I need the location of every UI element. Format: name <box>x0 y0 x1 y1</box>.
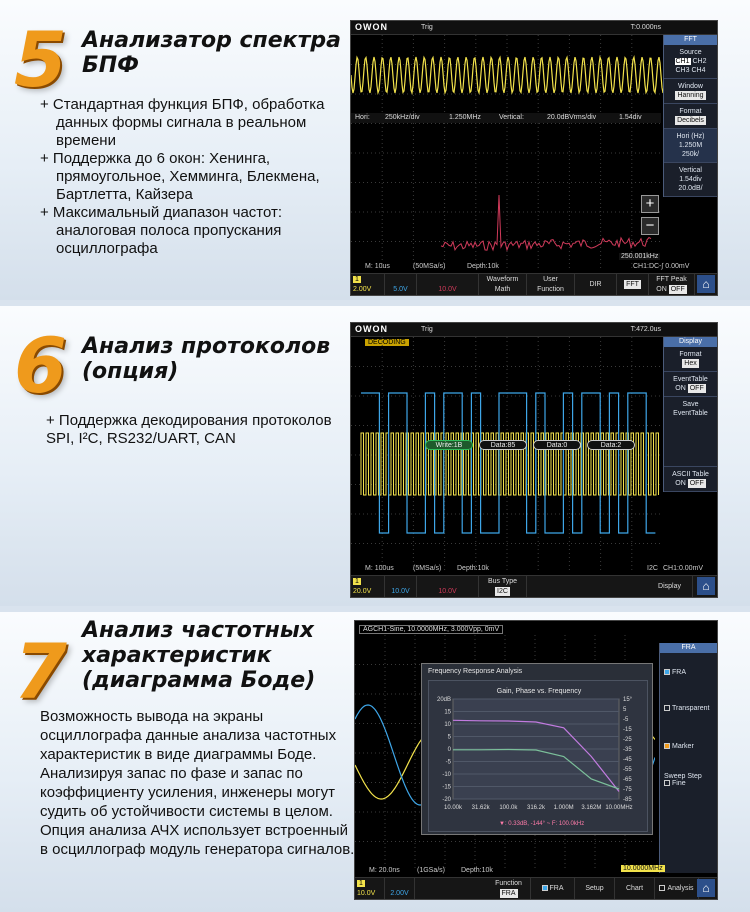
y2-tick-label: -65 <box>623 777 632 783</box>
y-tick-label: 5 <box>447 734 451 741</box>
generator-header: AGCH1-Sine, 10.0000MHz, 3.000Vpp, 0mV <box>359 625 503 634</box>
fra-toggle[interactable]: FRA <box>664 669 686 676</box>
oscilloscope-screen-fra <box>354 620 718 900</box>
peak-readout: 250.001kHz <box>621 253 659 260</box>
decode-frame: Data:85 <box>479 440 527 450</box>
home-icon[interactable]: ⌂ <box>697 275 715 293</box>
y-tick-label: 15 <box>444 709 451 716</box>
x-tick-label: 100.0k <box>499 805 518 811</box>
bullet: + Стандартная функция БПФ, обработка данных формы сигнала в реальном времени <box>40 96 325 149</box>
y2-tick-label: -35 <box>623 747 632 753</box>
section-fft <box>0 0 750 300</box>
analysis-button[interactable]: Analysis <box>655 878 699 900</box>
trig-label: Trig <box>421 24 433 31</box>
x-tick-label: 31.62k <box>471 805 490 811</box>
y-tick-label: 10 <box>444 722 451 728</box>
ch2-scale[interactable]: 5.0V <box>385 274 417 296</box>
ch2-scale[interactable]: 10.0V <box>385 576 417 598</box>
x-tick-label: 3.162M <box>581 805 602 811</box>
status-line: M: 10us (50MSa/s) Depth:10k CH1:DC-∫ 0.00mV <box>365 263 690 270</box>
y-tick-label: 20dB <box>436 697 451 703</box>
y2-tick-label: -75 <box>623 787 632 793</box>
y2-tick-label: 5 <box>623 707 627 713</box>
bottom-softkey-bar <box>351 273 717 295</box>
decode-frame: Write:1B <box>425 440 473 450</box>
hori-option[interactable]: Hori (Hz) 1.250M 250k/ <box>664 129 717 163</box>
status-line: M: 20.0ns (1GSa/s) Depth:10k <box>369 867 493 874</box>
waveform-math-button[interactable]: Waveform Math <box>479 274 527 296</box>
brand-logo: OWON <box>355 324 388 334</box>
bullet-list <box>40 96 350 258</box>
bottom-softkey-bar <box>355 877 717 899</box>
ch3-scale[interactable]: 10.0V <box>417 274 479 296</box>
y-tick-label: -10 <box>442 772 451 778</box>
section-title: Анализатор спектра БПФ <box>82 28 341 78</box>
decode-frame: Data:2 <box>587 440 635 450</box>
bode-plot <box>428 680 648 832</box>
time-readout: T:0.000ns <box>630 24 661 31</box>
ch1-scale[interactable]: 1 20.0V <box>351 576 385 598</box>
x-tick-label: 10.00MHz <box>605 805 633 811</box>
y2-tick-label: -85 <box>623 797 632 803</box>
y2-tick-label: -15 <box>623 727 632 733</box>
fft-info-bar: Hori: 250kHz/div 1.250MHz Vertical: 20.0dBVrms/div 1.54div <box>351 113 661 123</box>
y2-tick-label: -55 <box>623 767 632 773</box>
bottom-softkey-bar <box>351 575 717 597</box>
top-status-bar <box>351 323 717 337</box>
y-tick-label: -15 <box>442 784 451 791</box>
bode-chart <box>429 681 649 833</box>
dialog-title: Frequency Response Analysis <box>428 668 523 675</box>
section-text: + Поддержка декодирования протоколов SPI, I²C, RS232/UART, CAN <box>46 412 332 447</box>
bullet: + Поддержка до 6 окон: Хенинга, прямоугольное, Хемминга, Блекмена, Бартлетта, Кайзера <box>40 150 320 203</box>
y-tick-label: -5 <box>445 759 451 766</box>
time-readout: T:472.0us <box>630 326 661 333</box>
home-icon[interactable]: ⌂ <box>697 879 715 897</box>
x-tick-label: 316.2k <box>526 805 546 811</box>
menu-title: FRA <box>660 643 717 653</box>
fft-button[interactable]: FFT <box>617 274 649 296</box>
window-option[interactable]: Window Hanning <box>664 79 717 104</box>
frequency-readout: 10.0000MHz <box>623 865 663 872</box>
format-option[interactable]: Format Decibels <box>664 104 717 129</box>
section-title: Анализ частотных характеристик (диаграмма Боде) <box>82 618 316 693</box>
bus-type-button[interactable]: Bus Type I2C <box>479 576 527 598</box>
fra-button[interactable]: FRA <box>531 878 575 900</box>
function-button[interactable]: Function FRA <box>487 878 531 900</box>
y2-tick-label: -25 <box>623 737 632 743</box>
chart-button[interactable]: Chart <box>615 878 655 900</box>
oscilloscope-screen-fft <box>350 20 718 296</box>
vertical-option[interactable]: Vertical 1.54div 20.0dB/ <box>664 163 717 197</box>
ch1-scale[interactable]: 1 2.00V <box>351 274 385 296</box>
transparent-toggle[interactable]: Transparent <box>664 705 709 712</box>
y-tick-label: -20 <box>442 797 451 803</box>
event-table-option[interactable]: EventTable ON OFF <box>664 372 717 397</box>
menu-title: Display <box>664 337 717 347</box>
section-protocol <box>0 306 750 606</box>
section-title: Анализ протоколов (опция) <box>82 334 331 384</box>
marker-toggle[interactable]: Marker <box>664 743 694 750</box>
chart-title: Gain, Phase vs. Frequency <box>496 688 582 695</box>
ascii-table-option[interactable]: ASCII Table ON OFF <box>664 467 717 492</box>
save-event-table-option[interactable]: Save EventTable <box>664 397 717 467</box>
section-bode <box>0 612 750 912</box>
ch1-scale[interactable]: 1 10.0V <box>355 878 385 900</box>
zoom-in-button[interactable]: + <box>641 195 659 213</box>
decoding-badge: DECODING <box>365 339 409 346</box>
section-number: 5 <box>14 15 67 104</box>
sweep-step-option[interactable]: Sweep Step Fine <box>664 773 702 787</box>
menu-title: FFT <box>664 35 717 45</box>
x-tick-label: 1.000M <box>553 805 574 811</box>
user-function-button[interactable]: User Function <box>527 274 575 296</box>
waveform-area <box>351 35 663 285</box>
display-button[interactable]: Display <box>647 576 693 598</box>
zoom-out-button[interactable]: − <box>641 217 659 235</box>
decode-frame: Data:0 <box>533 440 581 450</box>
y2-tick-label: -5 <box>623 717 629 723</box>
section-number: 7 <box>14 627 67 716</box>
waveform-area <box>351 337 663 587</box>
bullet: + Максимальный диапазон частот: аналоговая полоса пропускания осциллографа <box>40 204 283 257</box>
fra-menu <box>659 643 717 873</box>
setup-button[interactable]: Setup <box>575 878 615 900</box>
marker-readout: ▼: 0.33dB, -144° ~ F: 100.0kHz <box>499 821 585 827</box>
y2-tick-label: -45 <box>623 757 632 763</box>
source-option[interactable]: Source CH1 CH2 CH3 CH4 <box>664 45 717 79</box>
section-text: Возможность вывода на экраны осциллографа данные анализа частотных характеристик в виде диаграммы Боде. Анализируя запас по фазе и запас по коэффициенту усиления, инженеры могут судить об устойчивости системы в целом. Опция анализа АЧХ использует встроенный в осциллограф модуль генератора сигналов. <box>40 708 355 858</box>
brand-logo: OWON <box>355 22 388 32</box>
oscilloscope-screen-decode <box>350 322 718 598</box>
y2-tick-label: 15° <box>623 697 633 703</box>
y-tick-label: 0 <box>447 747 451 753</box>
x-tick-label: 10.00k <box>443 805 463 811</box>
fft-peak-button[interactable]: FFT Peak ON OFF <box>649 274 695 296</box>
section-number: 6 <box>14 321 67 410</box>
format-option[interactable]: Format Hex <box>664 347 717 372</box>
display-menu <box>663 337 717 492</box>
fra-dialog <box>421 663 653 835</box>
ch2-scale[interactable]: 2.00V <box>385 878 415 900</box>
top-status-bar <box>351 21 717 35</box>
trig-label: Trig <box>421 326 433 333</box>
dir-button[interactable]: DIR <box>575 274 617 296</box>
status-line: M: 100us (5MSa/s) Depth:10k I2C CH1:0.00mV <box>365 565 704 572</box>
home-icon[interactable]: ⌂ <box>697 577 715 595</box>
fft-menu <box>663 35 717 197</box>
ch3-scale[interactable]: 10.0V <box>417 576 479 598</box>
